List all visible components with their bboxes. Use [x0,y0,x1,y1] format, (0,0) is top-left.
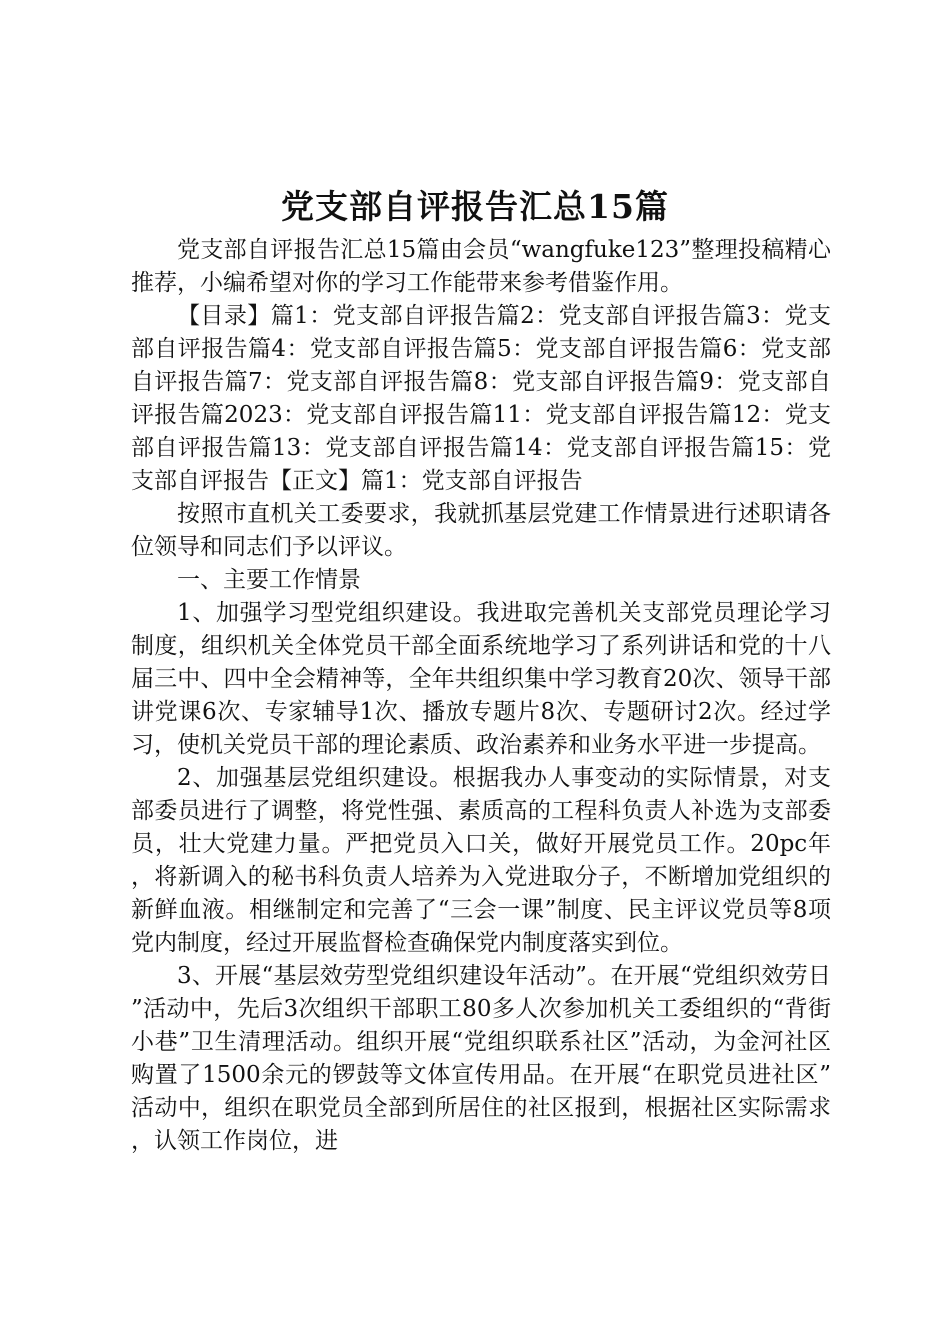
body-paragraph: 1、加强学习型党组织建设。我进取完善机关支部党员理论学习制度，组织机关全体党员干部全面系统地学习了系列讲话和党的十八届三中、四中全会精神等，全年共组织集中学习教育20次、领导干部讲党课6次、专家辅导1次、播放专题片8次、专题研讨2次。经过学习，使机关党员干部的理论素质、政治素养和业务水平进一步提高。 [131,600,831,758]
body-paragraph: 3、开展“基层效劳型党组织建设年活动”。在开展“党组织效劳日”活动中，先后3次组织干部职工80多人次参加机关工委组织的“背街小巷”卫生清理活动。组织开展“党组织联系社区”活动，为金河社区购置了1500余元的锣鼓等文体宣传用品。在开展“在职党员进社区”活动中，组织在职党员全部到所居住的社区报到，根据社区实际需求，认领工作岗位，进 [131,963,831,1154]
document-title: 党支部自评报告汇总15篇 [281,187,669,226]
body-paragraph: 2、加强基层党组织建设。根据我办人事变动的实际情景，对支部委员进行了调整，将党性强、素质高的工程科负责人补选为支部委员，壮大党建力量。严把党员入口关，做好开展党员工作。20pc年，将新调入的秘书科负责人培养为入党进取分子，不断增加党组织的新鲜血液。相继制定和完善了“三会一课”制度、民主评议党员等8项党内制度，经过开展监督检查确保党内制度落实到位。 [131,765,831,956]
body-paragraph: 按照市直机关工委要求，我就抓基层党建工作情景进行述职请各位领导和同志们予以评议。 [131,501,831,560]
intro-paragraph: 党支部自评报告汇总15篇由会员“wangfuke123”整理投稿精心推荐，小编希望对你的学习工作能带来参考借鉴作用。 [131,237,831,296]
document-body [131,234,831,1158]
section-heading: 一、主要工作情景 [177,567,361,593]
table-of-contents-paragraph: 【目录】篇1：党支部自评报告篇2：党支部自评报告篇3：党支部自评报告篇4：党支部自评报告篇5：党支部自评报告篇6：党支部自评报告篇7：党支部自评报告篇8：党支部自评报告篇9：党支部自评报告篇2023：党支部自评报告篇11：党支部自评报告篇12：党支部自评报告篇13：党支部自评报告篇14：党支部自评报告篇15：党支部自评报告【正文】篇1：党支部自评报告 [131,303,831,494]
